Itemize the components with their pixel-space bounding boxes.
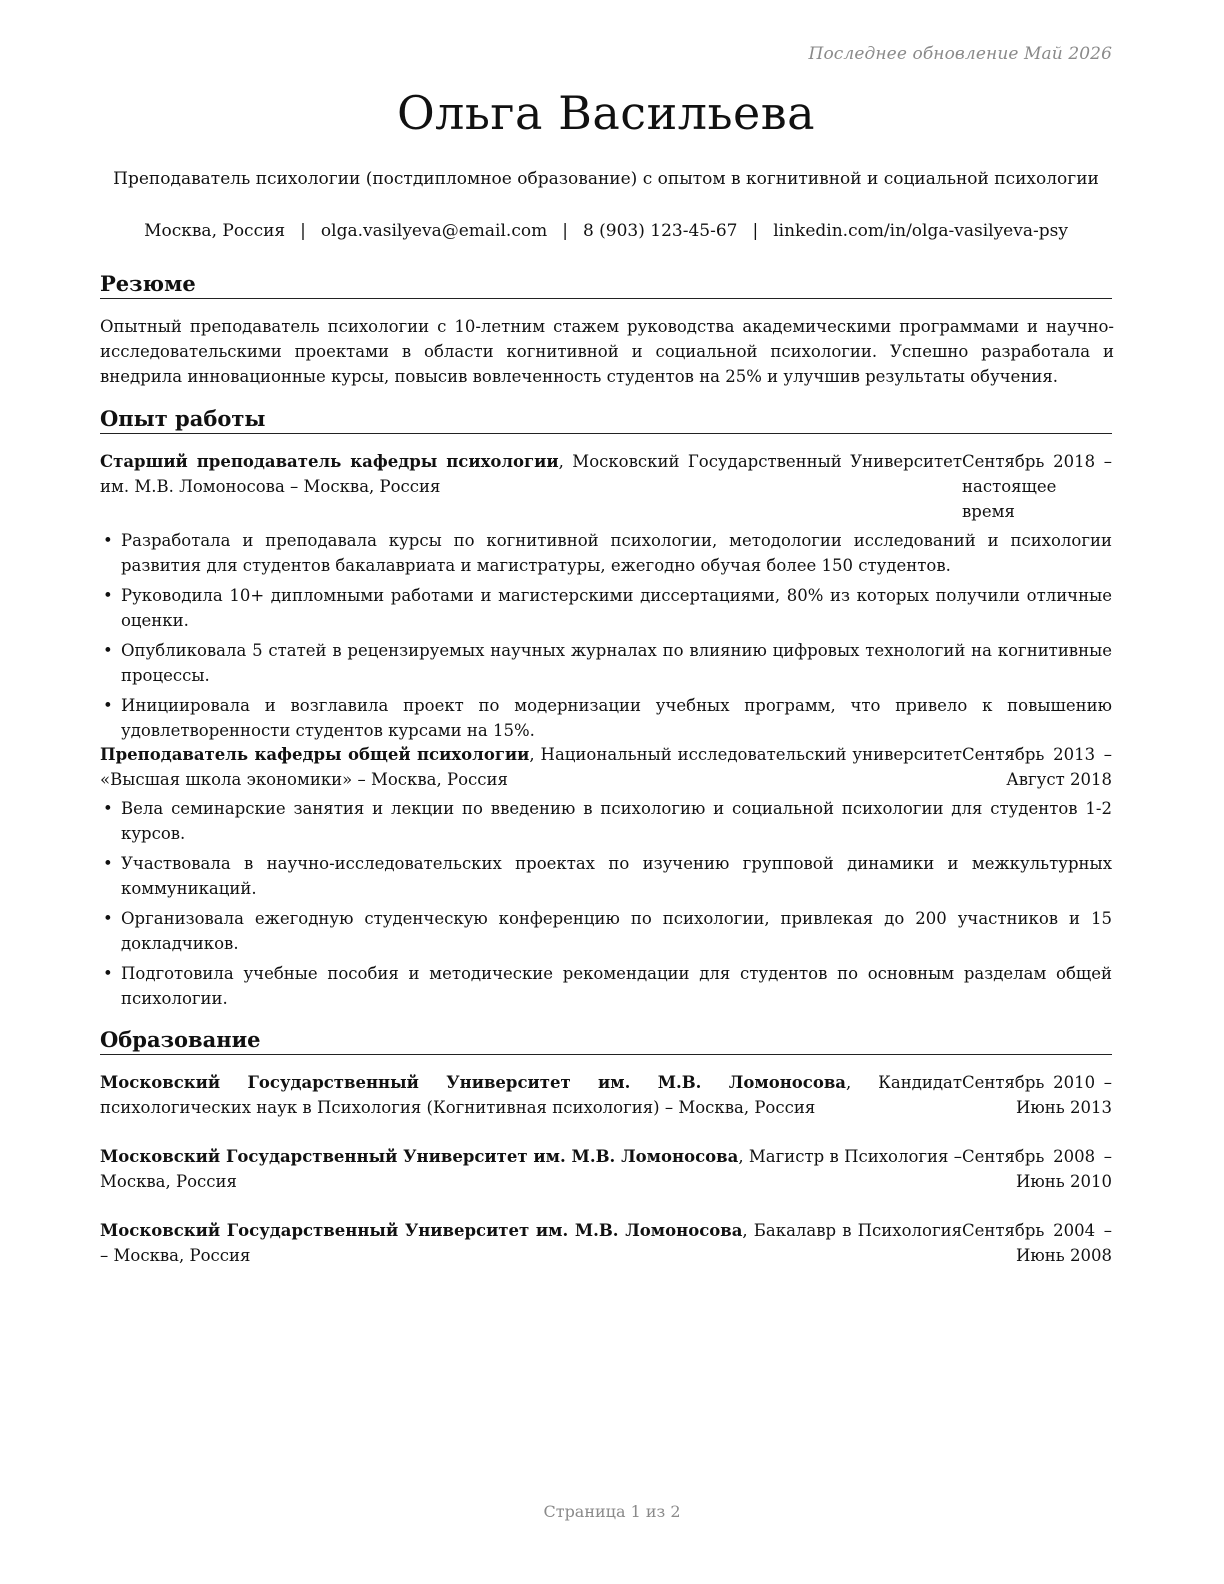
headline: Преподаватель психологии (постдипломное образование) с опытом в когнитивной и социальной психологии (113, 169, 1099, 189)
job-organization: , Национальный исследовательский университет «Высшая школа экономики» – Москва, Россия (100, 745, 962, 789)
job-header (100, 449, 1112, 524)
job-entry (100, 449, 1112, 748)
job-title-line (100, 742, 962, 792)
education-entry (100, 1144, 1112, 1194)
contact-phone[interactable]: 8 (903) 123-45-67 (582, 221, 738, 241)
education-institution: Московский Государственный Университет им. М.В. Ломоносова (100, 1073, 846, 1092)
education-degree: , Кандидат психологических наук в Психология (Когнитивная психология) – Москва, Россия (100, 1073, 962, 1117)
page-number: Страница 1 из 2 (543, 1502, 681, 1521)
contact-separator: | (752, 221, 759, 241)
job-organization: , Московский Государственный Университет им. М.В. Ломоносова – Москва, Россия (100, 452, 963, 496)
job-position: Старший преподаватель кафедры психологии (100, 452, 559, 471)
section-title-experience: Опыт работы (100, 406, 1112, 434)
contact-separator: | (300, 221, 306, 241)
job-dates: Сентябрь 2013 – Август 2018 (962, 745, 1112, 789)
education-entry (100, 1218, 1112, 1268)
education-dates: Сентябрь 2008 – Июнь 2010 (962, 1147, 1112, 1191)
contact-separator: | (562, 221, 568, 241)
job-bullet: • Участвовала в научно-исследовательских проектах по изучению групповой динамики и межкультурных коммуникаций. (100, 851, 1112, 901)
job-bullet: • Разработала и преподавала курсы по когнитивной психологии, методологии исследований и психологии развития для студентов бакалавриата и магистратуры, ежегодно обучая более 150 студентов. (100, 528, 1112, 578)
job-dates: Сентябрь 2018 – настоящее время (962, 452, 1112, 521)
job-title-line (100, 449, 962, 524)
education-header (100, 1070, 1112, 1120)
education-degree: , Бакалавр в Психология – Москва, Россия (100, 1221, 962, 1265)
job-bullet: • Руководила 10+ дипломными работами и магистерскими диссертациями, 80% из которых получили отличные оценки. (100, 583, 1112, 633)
education-dates: Сентябрь 2010 – Июнь 2013 (962, 1073, 1112, 1117)
job-entry (100, 742, 1112, 1016)
candidate-name: Ольга Васильева (396, 86, 816, 140)
education-line (100, 1218, 962, 1268)
education-institution: Московский Государственный Университет им. М.В. Ломоносова (100, 1221, 743, 1240)
job-bullet: • Организовала ежегодную студенческую конференцию по психологии, привлекая до 200 участников и 15 докладчиков. (100, 906, 1112, 956)
job-bullet: • Инициировала и возглавила проект по модернизации учебных программ, что привело к повышению удовлетворенности студентов курсами на 15%. (100, 693, 1112, 743)
section-title-education: Образование (100, 1027, 1112, 1055)
job-bullet: • Подготовила учебные пособия и методические рекомендации для студентов по основным разделам общей психологии. (100, 961, 1112, 1011)
education-degree: , Магистр в Психология – Москва, Россия (100, 1147, 963, 1191)
education-line (100, 1144, 962, 1194)
job-bullet: • Опубликовала 5 статей в рецензируемых научных журналах по влиянию цифровых технологий на когнитивные процессы. (100, 638, 1112, 688)
job-bullets (100, 796, 1112, 1011)
job-position: Преподаватель кафедры общей психологии (100, 745, 530, 764)
job-bullets (100, 528, 1112, 743)
last-updated: Последнее обновление Май 2026 (808, 44, 1112, 64)
education-header (100, 1144, 1112, 1194)
job-bullet: • Вела семинарские занятия и лекции по введению в психологию и социальной психологии для студентов 1-2 курсов. (100, 796, 1112, 846)
summary-text: Опытный преподаватель психологии с 10-летним стажем руководства академическими программами и научно-исследовательскими проектами в области когнитивной и социальной психологии. Успешно разработала и внедрила инновационные курсы, повысив вовлеченность студентов на 25% и улучшив результаты обучения. (100, 317, 1114, 386)
education-dates: Сентябрь 2004 – Июнь 2008 (962, 1221, 1112, 1265)
job-header (100, 742, 1112, 792)
contact-line (80, 221, 1132, 241)
contact-email[interactable]: olga.vasilyeva@email.com (320, 221, 548, 241)
education-header (100, 1218, 1112, 1268)
education-line (100, 1070, 962, 1120)
contact-location: Москва, Россия (144, 221, 286, 241)
contact-linkedin[interactable]: linkedin.com/in/olga-vasilyeva-psy (773, 221, 1068, 241)
education-institution: Московский Государственный Университет им. М.В. Ломоносова (100, 1147, 739, 1166)
education-entry (100, 1070, 1112, 1120)
section-title-summary: Резюме (100, 271, 1112, 299)
